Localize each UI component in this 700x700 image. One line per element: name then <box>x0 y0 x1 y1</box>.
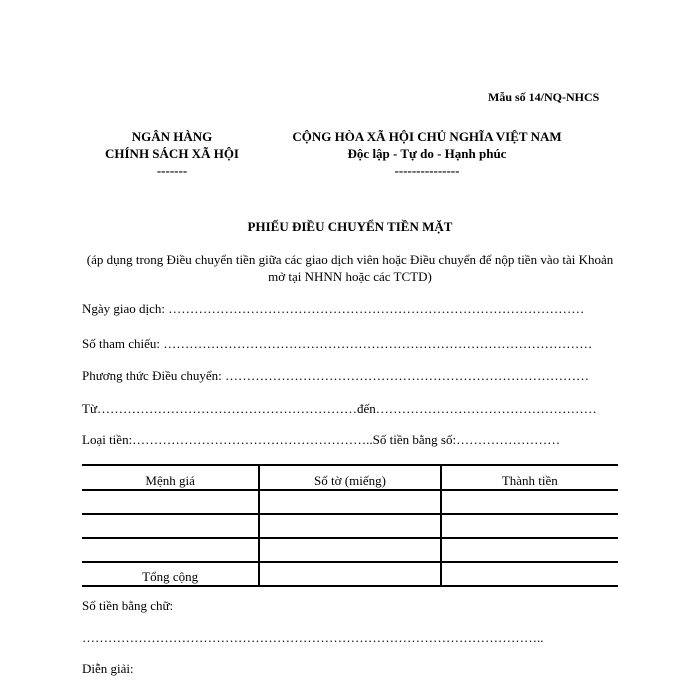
transfer-method-field[interactable]: Phương thức Điều chuyển: ………………………………………………………………………… <box>82 368 589 383</box>
denomination-table <box>82 464 618 587</box>
total-label: Tổng cộng <box>82 562 259 586</box>
table-row <box>82 490 618 514</box>
table-cell[interactable] <box>441 490 618 514</box>
table-row <box>82 514 618 538</box>
table-cell[interactable] <box>259 490 440 514</box>
from-to-field[interactable]: Từ……………………………………………………đến…………………………………………… <box>82 401 597 416</box>
republic-rule: --------------- <box>394 163 460 178</box>
description-label: Diễn giải: <box>82 661 134 676</box>
bank-name-line2: CHÍNH SÁCH XÃ HỘI <box>105 146 239 161</box>
table-cell[interactable] <box>82 514 259 538</box>
national-motto: Độc lập - Tự do - Hạnh phúc <box>347 146 507 161</box>
document-title: PHIẾU ĐIỀU CHUYỂN TIỀN MẶT <box>247 219 453 234</box>
table-cell[interactable] <box>441 538 618 562</box>
table-row <box>82 538 618 562</box>
currency-amount-field[interactable]: Loại tiền:………………………………………………..Số tiền bằng số:…………………… <box>82 432 561 447</box>
amount-in-words-line[interactable]: …………………………………………………………………………………………….. <box>82 630 544 645</box>
table-cell[interactable] <box>82 490 259 514</box>
table-cell[interactable] <box>259 538 440 562</box>
bank-name-line1: NGÂN HÀNG <box>131 129 213 144</box>
bank-name-rule: ------- <box>156 163 188 178</box>
bank-name-block <box>92 128 252 179</box>
document-subtitle: (áp dụng trong Điều chuyển tiền giữa các giao dịch viên hoặc Điều chuyển để nộp tiền vào tài Khoản mở tại NHNN hoặc các TCTD) <box>86 252 614 284</box>
table-cell[interactable] <box>259 514 440 538</box>
reference-number-field[interactable]: Số tham chiếu: ……………………………………………………………………………………… <box>82 336 593 351</box>
table-cell[interactable] <box>441 562 618 586</box>
republic-name: CỘNG HÒA XÃ HỘI CHỦ NGHĨA VIỆT NAM <box>292 129 562 144</box>
header-amount: Thành tiền <box>441 465 618 490</box>
table-header-row <box>82 465 618 490</box>
table-total-row <box>82 562 618 586</box>
amount-in-words-label: Số tiền bằng chữ: <box>82 598 174 613</box>
table-cell[interactable] <box>259 562 440 586</box>
table-cell[interactable] <box>82 538 259 562</box>
header-denomination: Mệnh giá <box>82 465 259 490</box>
transaction-date-field[interactable]: Ngày giao dịch: …………………………………………………………………………………… <box>82 301 585 316</box>
table-cell[interactable] <box>441 514 618 538</box>
form-number: Mẫu số 14/NQ-NHCS <box>488 90 600 104</box>
republic-motto-block <box>272 128 582 179</box>
header-quantity: Số tờ (miếng) <box>259 465 440 490</box>
